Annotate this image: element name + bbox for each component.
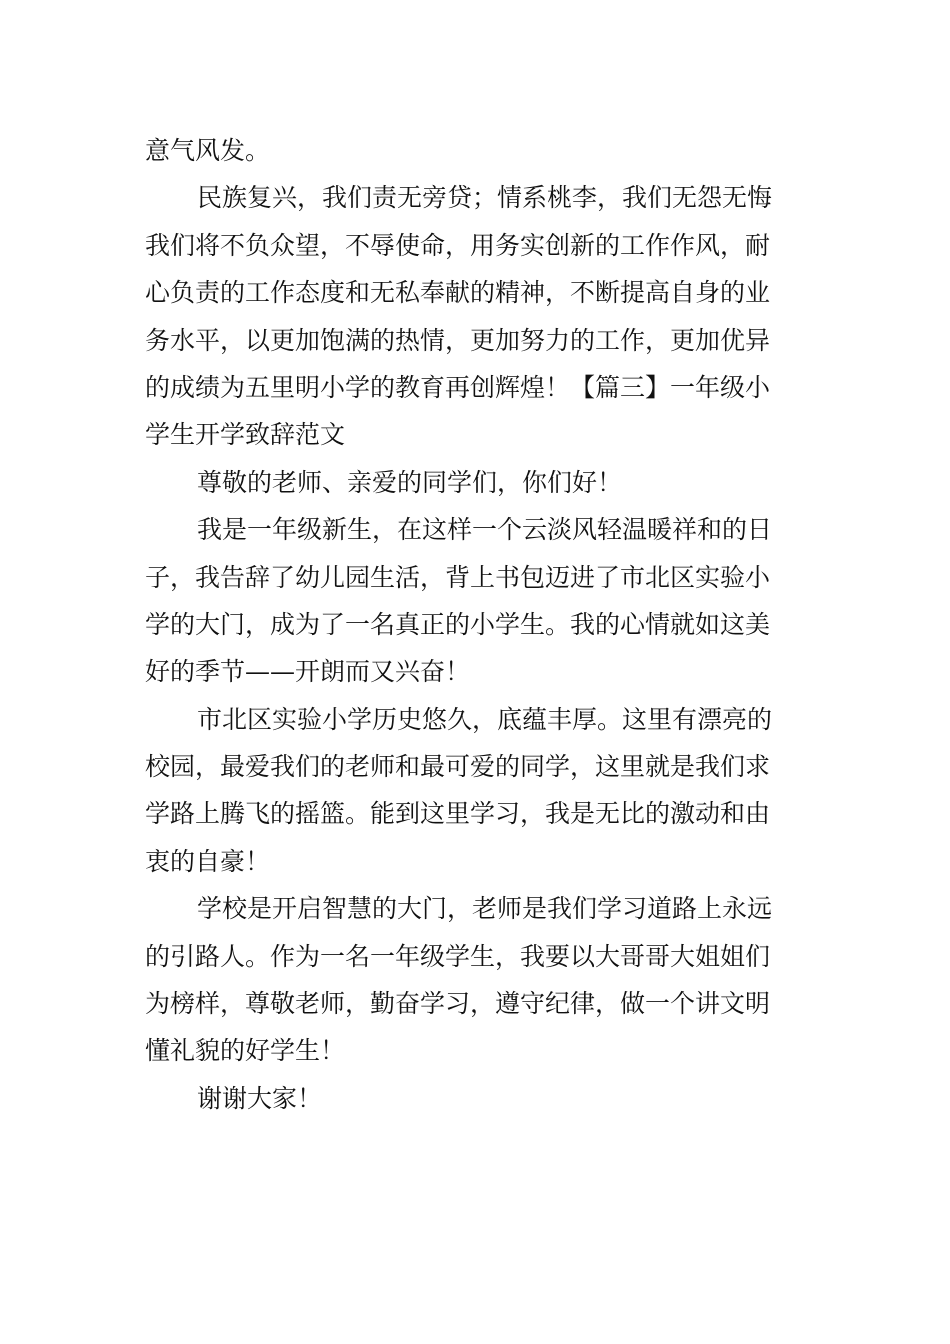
text-line: 民族复兴，我们责无旁贷；情系桃李，我们无怨无悔 [197,183,773,213]
text-line: 尊敬的老师、亲爱的同学们，你们好！ [197,467,623,497]
text-line: 心负责的工作态度和无私奉献的精神，不断提高自身的业 [145,278,771,308]
text-line: 我们将不负众望，不辱使命，用务实创新的工作作风，耐 [145,230,771,260]
text-line: 学生开学致辞范文 [145,420,346,450]
text-line: 意气风发。 [145,136,271,165]
text-line: 为榜样，尊敬老师，勤奋学习，遵守纪律，做一个讲文明 [145,989,771,1019]
text-line: 的成绩为五里明小学的教育再创辉煌！【篇三】一年级小 [145,372,771,402]
text-line: 学路上腾飞的摇篮。能到这里学习，我是无比的激动和由 [145,799,771,829]
text-line: 市北区实验小学历史悠久，底蕴丰厚。这里有漂亮的 [197,704,773,734]
text-line: 务水平，以更加饱满的热情，更加努力的工作，更加优异 [145,325,771,355]
text-line: 的引路人。作为一名一年级学生，我要以大哥哥大姐姐们 [145,941,771,971]
text-line: 懂礼貌的好学生！ [145,1036,346,1066]
text-line: 学的大门，成为了一名真正的小学生。我的心情就如这美 [145,609,771,639]
text-line: 好的季节——开朗而又兴奋！ [145,657,471,687]
document-body [145,127,807,1122]
text-line: 校园，最爱我们的老师和最可爱的同学，这里就是我们求 [145,752,771,782]
text-line: 衷的自豪！ [145,846,271,876]
text-line: 学校是开启智慧的大门，老师是我们学习道路上永远 [197,894,773,924]
text-line: 我是一年级新生，在这样一个云淡风轻温暖祥和的日 [197,515,773,545]
text-line: 谢谢大家！ [197,1083,323,1113]
text-line: 子，我告辞了幼儿园生活，背上书包迈进了市北区实验小 [145,562,771,592]
